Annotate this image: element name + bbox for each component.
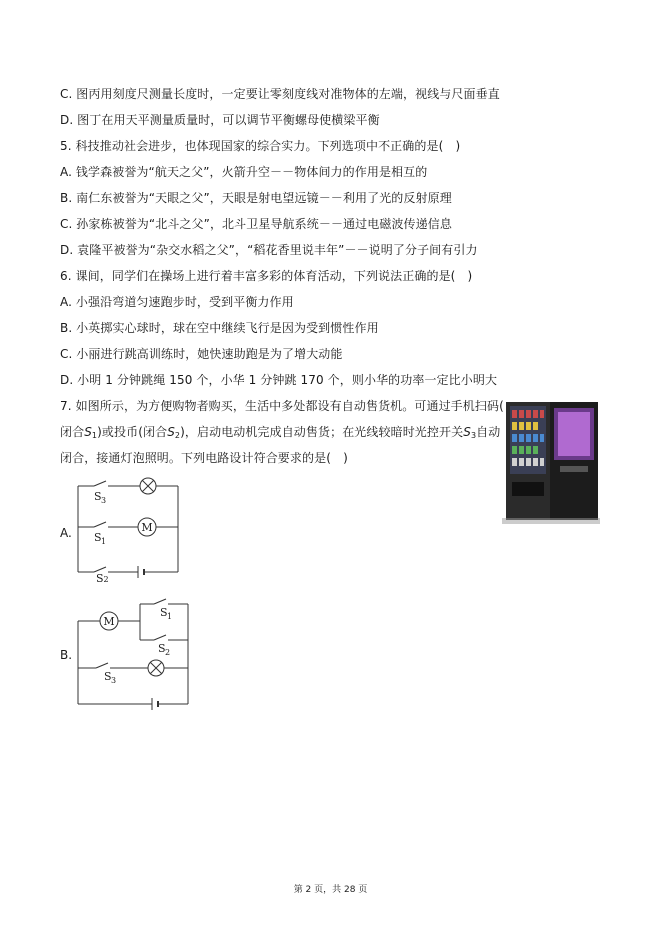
q6-option-a: A. 小强沿弯道匀速跑步时，受到平衡力作用 [60, 295, 294, 309]
motor-icon [138, 518, 156, 536]
vending-machine-image [500, 398, 604, 530]
svg-text:1: 1 [167, 612, 173, 621]
question-6: 6. 课间，同学们在操场上进行着丰富多彩的体育活动，下列说法正确的是( ) [60, 269, 473, 283]
question-7-line-2: 闭合$S_1$)或投币(闭合$S_2$)，启动电动机完成自动售货；在光线较暗时光控开关$S_3$自动 [60, 425, 501, 440]
svg-text:S: S [160, 606, 168, 619]
svg-text:3: 3 [111, 676, 117, 685]
q6-option-d: D. 小明 1 分钟跳绳 150 个，小华 1 分钟跳 170 个，则小华的功率一定比小明大 [60, 373, 498, 387]
svg-text:S: S [158, 642, 166, 655]
q5-option-d: D. 袁隆平被誉为“杂交水稻之父”，“稻花香里说丰年”－－说明了分子间有引力 [60, 243, 478, 257]
svg-text:3: 3 [101, 496, 107, 505]
option-a-label: A. [60, 526, 72, 540]
page-footer: 第 2 页，共 28 页 [293, 885, 368, 895]
lamp-icon [140, 478, 156, 494]
svg-text:1: 1 [101, 537, 107, 546]
option-c-ruler: C. 图丙用刻度尺测量长度时，一定要让零刻度线对准物体的左端，视线与尺面垂直 [60, 87, 500, 101]
q5-option-c: C. 孙家栋被誉为“北斗之父”，北斗卫星导航系统－－通过电磁波传递信息 [60, 217, 452, 231]
circuit-diagram-a [72, 476, 184, 580]
motor-icon [100, 612, 118, 630]
svg-text:M: M [103, 615, 115, 628]
svg-text:2: 2 [165, 648, 171, 657]
q6-option-b: B. 小英掷实心球时，球在空中继续飞行是因为受到惯性作用 [60, 321, 379, 335]
switch-s2-label-a: S2 [96, 572, 109, 585]
battery-icon [152, 698, 158, 710]
question-5: 5. 科技推动社会进步，也体现国家的综合实力。下列选项中不正确的是( ) [60, 139, 461, 153]
question-7-line-3: 闭合，接通灯泡照明。下列电路设计符合要求的是( ) [60, 451, 348, 465]
q5-option-b: B. 南仁东被誉为“天眼之父”，天眼是射电望远镜－－利用了光的反射原理 [60, 191, 452, 205]
option-d-balance: D. 图丁在用天平测量质量时，可以调节平衡螺母使横梁平衡 [60, 113, 380, 127]
circuit-diagram-b [72, 594, 196, 710]
q6-option-c: C. 小丽进行跳高训练时，她快速助跑是为了增大动能 [60, 347, 343, 361]
svg-text:M: M [141, 521, 153, 534]
svg-text:S: S [104, 670, 112, 683]
svg-text:S: S [94, 531, 102, 544]
svg-text:S: S [94, 490, 102, 503]
lamp-icon [148, 660, 164, 676]
q5-option-a: A. 钱学森被誉为“航天之父”，火箭升空－－物体间力的作用是相互的 [60, 165, 428, 179]
battery-icon [138, 566, 144, 578]
question-7-line-1: 7. 如图所示，为方便购物者购买，生活中多处都设有自动售货机。可通过手机扫码( [60, 399, 504, 413]
option-b-label: B. [60, 648, 73, 662]
